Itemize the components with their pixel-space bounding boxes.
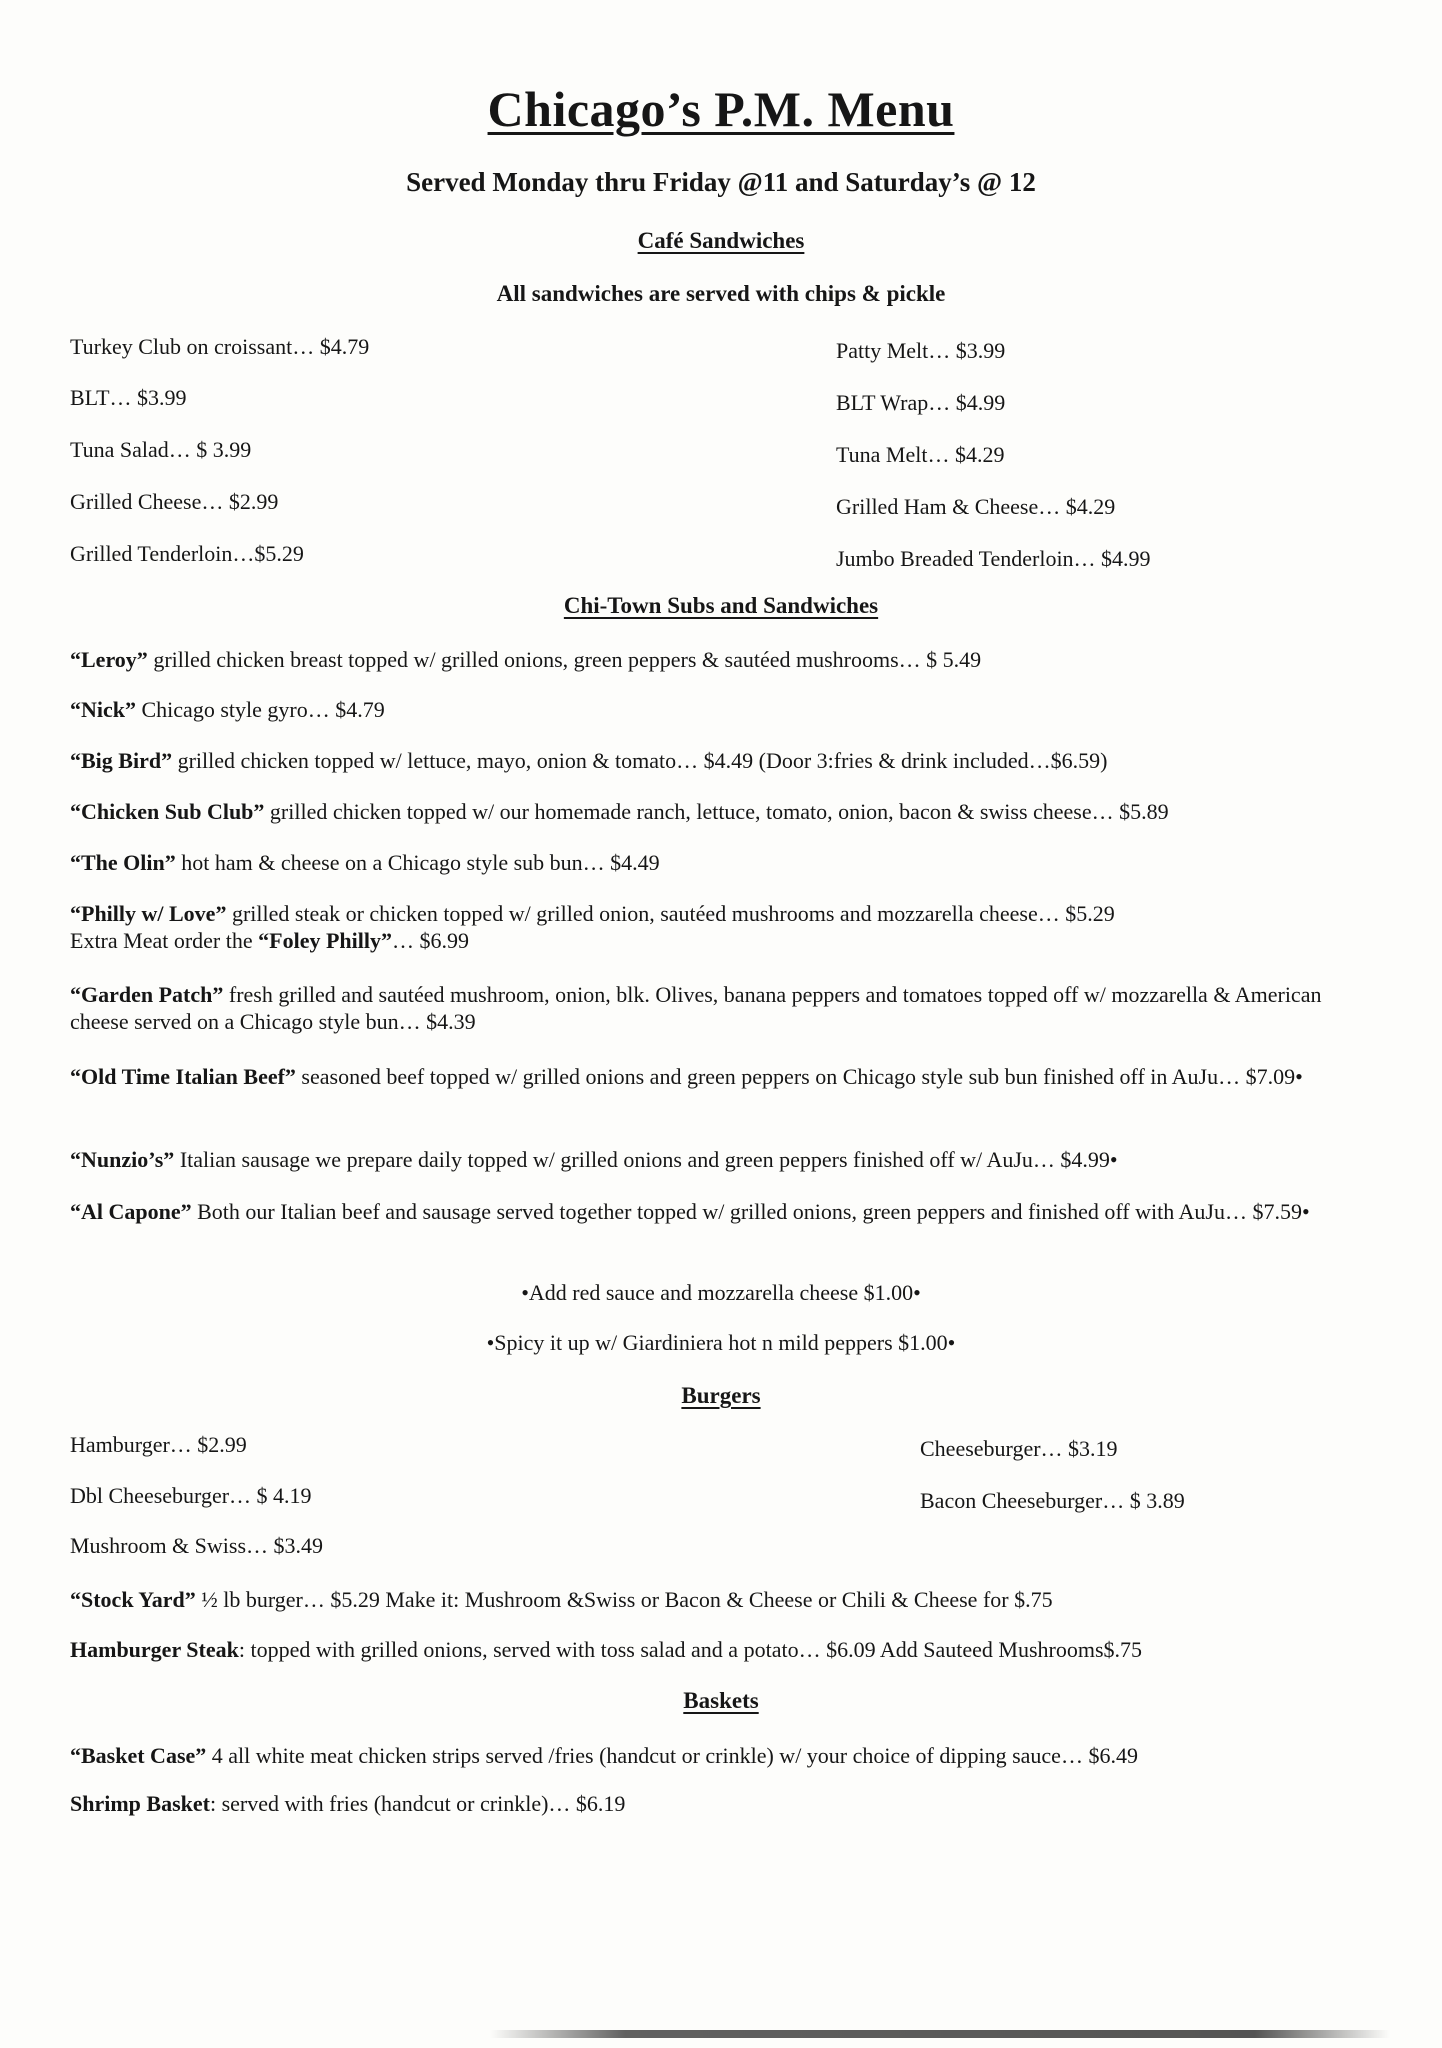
menu-item [70, 1146, 1370, 1173]
item-name: “Leroy” [70, 647, 148, 672]
addon-note: •Spicy it up w/ Giardiniera hot n mild peppers $1.00• [486, 1330, 956, 1355]
item-name: “Big Bird” [70, 748, 173, 773]
item-name: “Garden Patch” [70, 982, 224, 1007]
menu-item [70, 900, 1370, 954]
page-title: Chicago’s P.M. Menu [487, 81, 955, 137]
menu-item: Patty Melt… $3.99 [836, 338, 1006, 363]
item-extra-name: “Foley Philly” [258, 928, 392, 953]
menu-item [70, 747, 1370, 774]
item-desc: grilled steak or chicken topped w/ grilled onion, sautéed mushrooms and mozzarella cheese… $5.29 [226, 901, 1115, 926]
item-desc: Both our Italian beef and sausage served together topped w/ grilled onions, green peppers and finished off with AuJu… $7.59• [191, 1199, 1310, 1224]
section-heading-chi-town: Chi-Town Subs and Sandwiches [563, 593, 879, 618]
item-name: Hamburger Steak [70, 1637, 239, 1662]
addon-note: •Add red sauce and mozzarella cheese $1.00• [521, 1280, 921, 1305]
section-heading-cafe-sandwiches: Café Sandwiches [637, 228, 805, 253]
menu-item: Grilled Ham & Cheese… $4.29 [836, 494, 1116, 519]
menu-item: Mushroom & Swiss… $3.49 [70, 1533, 324, 1558]
item-name: Shrimp Basket [70, 1791, 210, 1816]
item-extra-price: … $6.99 [391, 928, 469, 953]
item-extra-prefix: Extra Meat order the [70, 928, 259, 953]
item-desc: Italian sausage we prepare daily topped w/ grilled onions and green peppers finished off w/ AuJu… $4.99• [174, 1147, 1118, 1172]
item-desc: grilled chicken breast topped w/ grilled onions, green peppers & sautéed mushrooms… $ 5.49 [147, 647, 982, 672]
cafe-sandwiches-note: All sandwiches are served with chips & pickle [496, 281, 946, 306]
paper-bottom-edge [490, 2030, 1390, 2038]
menu-item [70, 1742, 1138, 1769]
item-name: “Stock Yard” [70, 1587, 196, 1612]
item-desc: : served with fries (handcut or crinkle)… $6.19 [209, 1791, 626, 1816]
menu-item [70, 798, 1370, 825]
item-name: “Old Time Italian Beef” [70, 1064, 296, 1089]
item-desc: fresh grilled and sautéed mushroom, onion, blk. Olives, banana peppers and tomatoes topped off w/ mozzarella & American cheese served on a Chicago style bun… $4.39 [70, 982, 1322, 1034]
menu-item [70, 646, 1370, 673]
item-desc: grilled chicken topped w/ our homemade ranch, lettuce, tomato, onion, bacon & swiss cheese… $5.89 [264, 799, 1169, 824]
menu-item: BLT… $3.99 [70, 385, 187, 410]
menu-item: Jumbo Breaded Tenderloin… $4.99 [836, 546, 1151, 571]
menu-item [70, 1586, 1053, 1613]
menu-item [70, 1636, 1142, 1663]
section-heading-baskets: Baskets [683, 1688, 759, 1713]
item-desc: : topped with grilled onions, served with toss salad and a potato… $6.09 Add Sauteed Mushrooms$.75 [238, 1637, 1143, 1662]
item-desc: 4 all white meat chicken strips served /fries (handcut or crinkle) w/ your choice of dipping sauce… $6.49 [206, 1743, 1138, 1768]
menu-item: Hamburger… $2.99 [70, 1432, 247, 1457]
item-name: “Basket Case” [70, 1743, 207, 1768]
menu-item: Turkey Club on croissant… $4.79 [70, 334, 370, 359]
menu-item: Tuna Salad… $ 3.99 [70, 437, 252, 462]
item-name: “Philly w/ Love” [70, 901, 227, 926]
menu-item [70, 849, 1370, 876]
menu-item: Bacon Cheeseburger… $ 3.89 [920, 1488, 1185, 1513]
menu-item [70, 696, 1370, 723]
item-desc: seasoned beef topped w/ grilled onions and green peppers on Chicago style sub bun finished off in AuJu… $7.09• [295, 1064, 1303, 1089]
section-heading-burgers: Burgers [681, 1383, 761, 1408]
menu-item: Grilled Cheese… $2.99 [70, 489, 279, 514]
item-name: “Nunzio’s” [70, 1147, 175, 1172]
menu-item [70, 1198, 1340, 1225]
item-name: “The Olin” [70, 850, 176, 875]
menu-item [70, 981, 1360, 1035]
menu-item: BLT Wrap… $4.99 [836, 390, 1006, 415]
item-desc: ½ lb burger… $5.29 Make it: Mushroom &Swiss or Bacon & Cheese or Chili & Cheese for $.75 [195, 1587, 1053, 1612]
menu-item: Tuna Melt… $4.29 [836, 442, 1005, 467]
menu-item [70, 1790, 625, 1817]
item-desc: hot ham & cheese on a Chicago style sub bun… $4.49 [175, 850, 660, 875]
menu-item [70, 1063, 1360, 1090]
menu-item: Grilled Tenderloin…$5.29 [70, 541, 304, 566]
item-name: “Nick” [70, 697, 136, 722]
menu-item: Cheeseburger… $3.19 [920, 1436, 1118, 1461]
page-subtitle: Served Monday thru Friday @11 and Saturday’s @ 12 [406, 167, 1036, 197]
menu-item: Dbl Cheeseburger… $ 4.19 [70, 1483, 312, 1508]
item-desc: Chicago style gyro… $4.79 [136, 697, 385, 722]
item-name: “Al Capone” [70, 1199, 192, 1224]
item-name: “Chicken Sub Club” [70, 799, 265, 824]
item-desc: grilled chicken topped w/ lettuce, mayo, onion & tomato… $4.49 (Door 3:fries & drink included…$6.59) [172, 748, 1108, 773]
